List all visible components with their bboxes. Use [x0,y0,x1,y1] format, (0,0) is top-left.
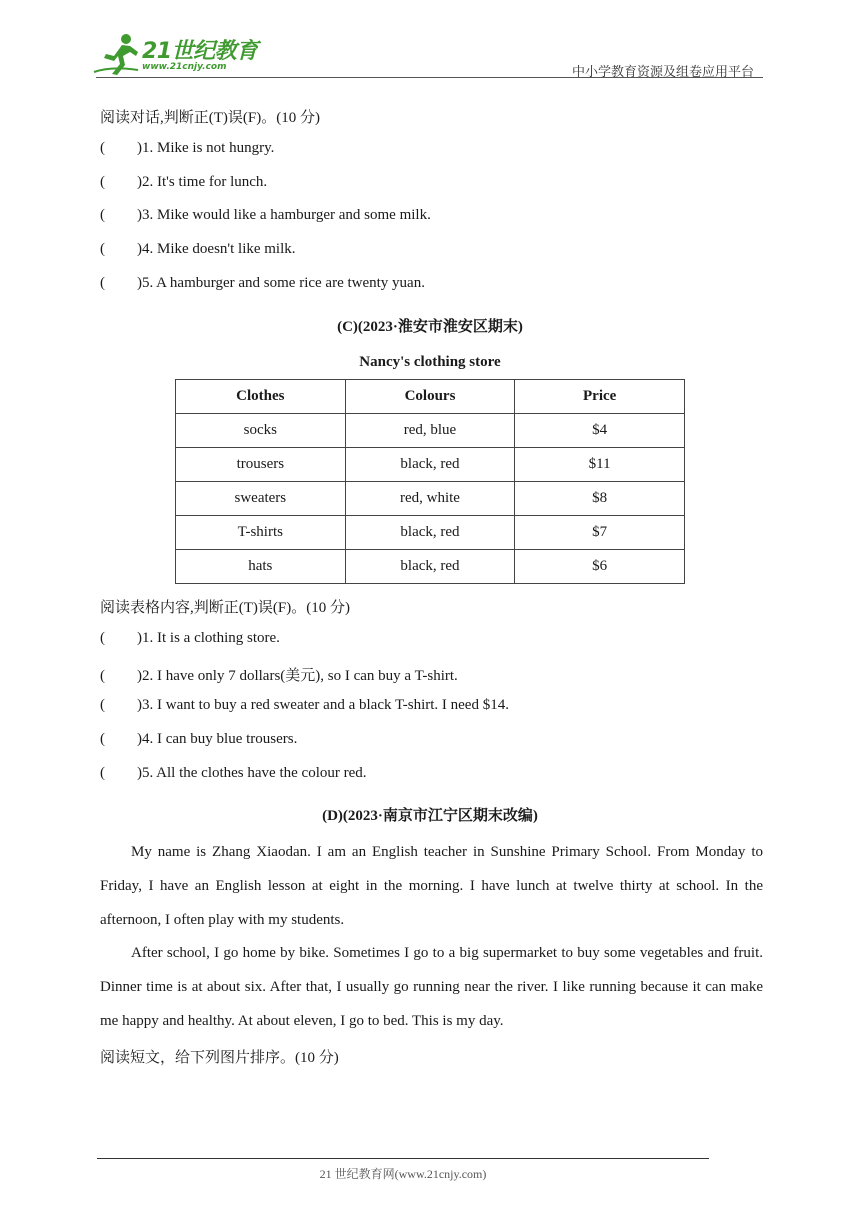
clothing-table [175,379,685,584]
question-c3: ( )3. I want to buy a red sweater and a black T-shirt. I need $14. [100,697,509,713]
footer-divider [97,1158,709,1159]
page-header [0,0,860,80]
table-cell: black, red [345,448,515,482]
table-title: Nancy's clothing store [359,354,501,370]
table-cell: trousers [176,448,346,482]
question-c4: ( )4. I can buy blue trousers. [100,731,298,747]
header-divider [96,77,763,78]
runner-logo-icon [92,32,142,76]
question-c1: ( )1. It is a clothing store. [100,630,280,646]
site-logo[interactable] [92,30,262,78]
table-cell: $7 [515,516,685,550]
table-row [176,550,685,584]
table-header-row [176,380,685,414]
table-cell: black, red [345,516,515,550]
question-b3: ( )3. Mike would like a hamburger and some milk. [100,207,431,223]
column-header: Price [515,380,685,414]
section-b-instruction: 阅读对话,判断正(T)误(F)。(10 分) [100,110,320,126]
question-b2: ( )2. It's time for lunch. [100,174,268,190]
question-c2: ( )2. I have only 7 dollars(美元), so I can buy a T-shirt. [100,668,458,684]
table-row [176,414,685,448]
section-d-instruction: 阅读短文，给下列图片排序。(10 分) [100,1050,339,1066]
table-cell: red, white [345,482,515,516]
table-cell: $8 [515,482,685,516]
logo-text: 21世纪教育 [142,39,258,64]
question-c5: ( )5. All the clothes have the colour red. [100,765,367,781]
table-cell: socks [176,414,346,448]
table-cell: red, blue [345,414,515,448]
footer-link[interactable]: 21 世纪教育网(www.21cnjy.com) [319,1167,487,1181]
logo-url: www.21cnjy.com [142,62,227,72]
question-b4: ( )4. Mike doesn't like milk. [100,241,296,257]
question-b5: ( )5. A hamburger and some rice are twenty yuan. [100,275,425,291]
table-cell: T-shirts [176,516,346,550]
table-cell: hats [176,550,346,584]
table-cell: sweaters [176,482,346,516]
header-tagline: 中小学教育资源及组卷应用平台 [571,65,754,80]
table-cell: black, red [345,550,515,584]
section-d-heading: (D)(2023·南京市江宁区期末改编) [322,808,538,824]
table-row [176,448,685,482]
table-row [176,482,685,516]
question-b1: ( )1. Mike is not hungry. [100,140,275,156]
section-c-instruction: 阅读表格内容,判断正(T)误(F)。(10 分) [100,600,350,616]
table-cell: $11 [515,448,685,482]
reading-paragraph-1: My name is Zhang Xiaodan. I am an English teacher in Sunshine Primary School. From Monday to Friday, I have an English lesson at eight in the morning. I have lunch at twelve thirty at school. In the afternoon, I often play with my students. [100,844,763,928]
section-c-heading: (C)(2023·淮安市淮安区期末) [337,319,523,335]
table-cell: $4 [515,414,685,448]
table-row [176,516,685,550]
reading-paragraph-2: After school, I go home by bike. Sometimes I go to a big supermarket to buy some vegetables and fruit. Dinner time is at about six. After that, I usually go running near the river. I like running because it can make me happy and healthy. At about eleven, I go to bed. This is my day. [100,945,763,1029]
column-header: Colours [345,380,515,414]
table-cell: $6 [515,550,685,584]
column-header: Clothes [176,380,346,414]
